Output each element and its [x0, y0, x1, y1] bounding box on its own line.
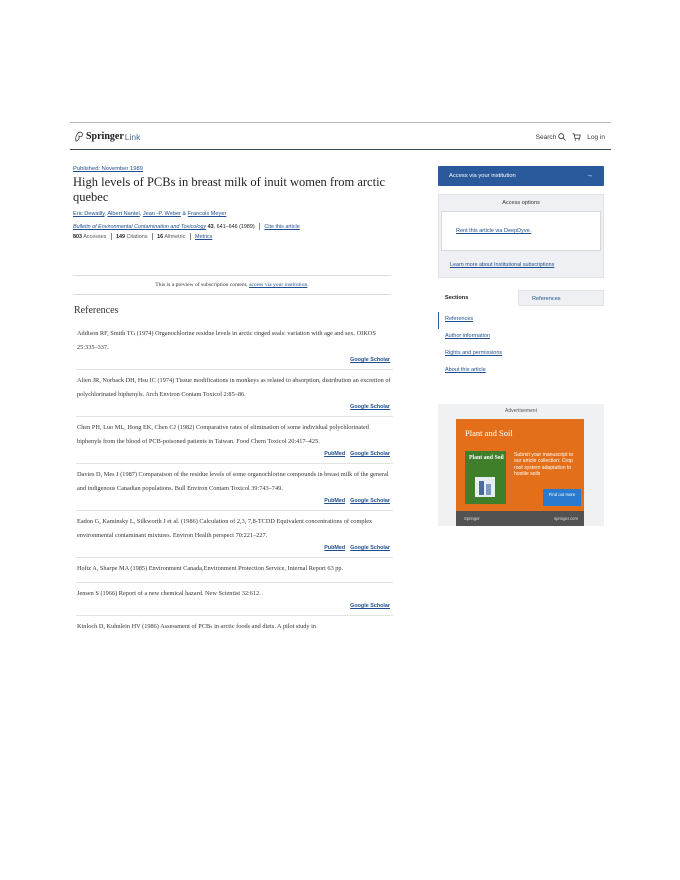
citations-count: 149	[115, 233, 125, 240]
reference-links	[77, 355, 391, 365]
author-separator: ,	[139, 211, 143, 217]
pubmed-link[interactable]: PubMed	[324, 545, 346, 551]
rent-deepdyve-link[interactable]: Rent this article via DeepDyve.	[456, 228, 532, 234]
article-metrics	[73, 233, 391, 240]
preview-end: .	[307, 282, 309, 288]
ad-title: Plant and Soil	[465, 428, 513, 438]
pubmed-link[interactable]: PubMed	[324, 451, 346, 457]
divider	[190, 233, 191, 240]
metrics-link[interactable]: Metrics	[195, 233, 213, 240]
google-scholar-link[interactable]: Google Scholar	[350, 545, 390, 551]
author-link[interactable]: Eric Dewailly	[73, 211, 105, 217]
volume-number: 43	[207, 223, 214, 230]
access-button-label: Access via your institution	[449, 173, 516, 179]
author-link[interactable]: Albert Nantel	[107, 211, 140, 217]
reference-item	[76, 323, 393, 370]
citation-line	[73, 223, 391, 230]
preview-text: This is a preview of subscription content,	[155, 282, 250, 288]
reference-text: Eadon G, Kaminsky L, Silkworth J et al. (1986) Calculation of 2,3, 7,8-TCDD Equivalent concentrations of complex environmental contaminant mixtures. Environ Health perspect 70:221–227.	[77, 518, 373, 539]
cover-illustration-icon	[465, 451, 506, 504]
author-link[interactable]: Francois Meyer	[187, 211, 227, 217]
cart-icon[interactable]	[572, 133, 581, 141]
rent-option-box	[441, 211, 601, 251]
section-link-author-information[interactable]: Author information	[445, 333, 490, 339]
reference-item	[76, 370, 393, 417]
access-options-panel	[438, 194, 604, 278]
article-page	[70, 122, 611, 758]
ad-footer-url: springer.com	[554, 516, 578, 521]
author-link[interactable]: Jean -P. Weber	[142, 211, 181, 217]
reference-text: Chen PH, Luo ML, Hong EK, Chen CJ (1982) Comparative rates of elimination of some individual polychlorinated biphenyls from the blood of PCB-poisoned patients in Taiwan. Food Chem Toxicol 20:417–425.	[77, 424, 369, 445]
reference-links	[77, 402, 391, 412]
springer-link-logo[interactable]	[74, 131, 140, 142]
reference-links	[77, 449, 391, 459]
cite-this-article-link[interactable]: Cite this article	[264, 223, 300, 230]
altmetric-label: Altmetric	[164, 233, 186, 240]
ad-footer-springer: Springer	[464, 516, 480, 521]
login-link[interactable]: Log in	[587, 133, 605, 141]
google-scholar-link[interactable]: Google Scholar	[350, 451, 390, 457]
search-label: Search	[535, 133, 557, 141]
reference-item	[76, 616, 393, 638]
reference-item	[76, 464, 393, 511]
reference-text: Addison RF, Smith TG (1974) Organochlorine residue levels in arctic ringed seals: variation with age and sex. OIKOS 25:335–337.	[77, 330, 376, 351]
pubmed-link[interactable]: PubMed	[324, 498, 346, 504]
section-link-rights-permissions[interactable]: Rights and permissions	[445, 350, 503, 356]
reference-text: Holtz A, Sharpe MA (1985) Environment Canada,Environment Protection Service, Internal Report 63 pp.	[77, 565, 344, 572]
access-options-title: Access options	[502, 200, 540, 206]
section-link-references[interactable]: References	[438, 312, 604, 329]
ad-footer	[456, 511, 584, 526]
divider	[152, 233, 153, 240]
reference-list	[76, 323, 393, 638]
accesses-count: 803	[73, 233, 82, 240]
reference-text: Kinloch D, Kuhnlein HV (1986) Assessment of PCBₛ in arctic foods and diets. A pilot study in	[77, 623, 317, 630]
access-via-institution-button[interactable]	[438, 166, 604, 186]
reference-links	[77, 543, 391, 553]
reference-item	[76, 558, 393, 583]
logo-link-text: Link	[124, 131, 141, 142]
reference-links	[77, 496, 391, 506]
arrow-right-icon: →	[586, 172, 593, 179]
ad-description: Submit your manuscript to our article collection: Crop root system adaptation to hostile soils	[514, 452, 574, 477]
reference-item	[76, 583, 393, 616]
advertisement-panel	[438, 404, 604, 526]
google-scholar-link[interactable]: Google Scholar	[350, 404, 390, 410]
advertisement-label: Advertisement	[505, 408, 537, 414]
journal-link[interactable]: Bulletin of Environmental Contamination and Toxicology	[73, 223, 207, 230]
advertisement-banner[interactable]	[456, 419, 584, 526]
access-institution-link[interactable]: access via your institution	[249, 282, 308, 288]
reference-text: Jensen S (1966) Report of a new chemical hazard. New Scientist 32:612.	[77, 590, 261, 597]
reference-text: Alien JR, Norback DH, Hsu IC (1974) Tissue modifications in monkeys as related to absorption, distribution an excretion of polychlorinated biphenyls. Arch Environ Contam Toxicol 2:85–86.	[77, 377, 391, 398]
find-out-more-button[interactable]: Find out more	[543, 489, 581, 506]
section-links	[438, 312, 604, 380]
tab-sections[interactable]: Sections	[438, 290, 518, 306]
sidebar-tabs	[438, 290, 604, 306]
article-sidebar	[438, 166, 604, 380]
published-date-link[interactable]: Published: November 1989	[73, 166, 143, 172]
google-scholar-link[interactable]: Google Scholar	[350, 357, 390, 363]
divider	[111, 233, 112, 240]
cover-title: Plant and Soil	[469, 455, 504, 461]
institutional-subscriptions-link[interactable]: Learn more about Institutional subscriptions	[450, 262, 555, 268]
references-heading: References	[74, 305, 119, 316]
search-button[interactable]	[536, 133, 567, 141]
google-scholar-link[interactable]: Google Scholar	[350, 498, 390, 504]
author-separator: ,	[104, 211, 108, 217]
divider	[259, 223, 260, 230]
citations-label: Citations	[126, 233, 148, 240]
top-navigation-bar	[70, 122, 611, 150]
tab-references[interactable]: References	[518, 290, 604, 306]
author-list	[73, 211, 391, 217]
springer-horse-icon	[74, 131, 84, 142]
search-icon	[558, 133, 566, 141]
reference-text: Davies D, Mes J (1987) Comparaison of the residue levels of some organochlorine compounds in breast milk of the general and indigenous Canadian populations. Bull Environ Contam Toxicol 39:743–749.	[77, 471, 389, 492]
header-actions	[536, 133, 605, 141]
page-range: , 641–646 (1989)	[213, 223, 255, 230]
accesses-label: Accesses	[83, 233, 107, 240]
section-link-about-article[interactable]: About this article	[445, 367, 486, 373]
article-title: High levels of PCBs in breast milk of inuit women from arctic quebec	[73, 175, 386, 204]
altmetric-count: 16	[157, 233, 164, 240]
article-main	[73, 166, 391, 630]
journal-cover-image	[465, 451, 506, 504]
google-scholar-link[interactable]: Google Scholar	[350, 603, 390, 609]
author-separator: &	[180, 211, 188, 217]
reference-item	[76, 511, 393, 558]
subscription-preview-notice	[73, 275, 391, 295]
reference-item	[76, 417, 393, 464]
logo-springer-text: Springer	[86, 131, 124, 142]
reference-links	[77, 601, 391, 611]
